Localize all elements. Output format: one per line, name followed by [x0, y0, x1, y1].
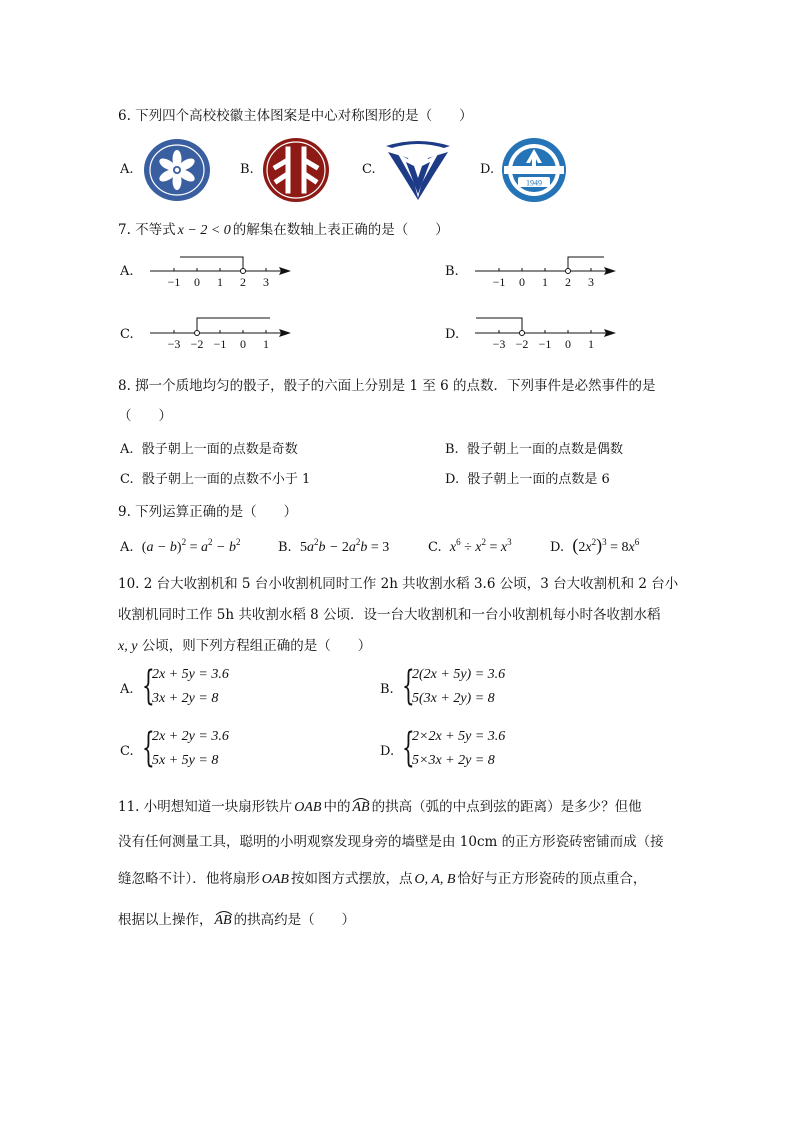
q11-line4: [118, 908, 355, 929]
q9-option-a-expr: $(a - b)^2 = a^2 - b^2$: [141, 537, 241, 555]
q8-option-d-text: 骰子朝上一面的点数是 6: [467, 472, 610, 487]
tick-label: 1: [217, 275, 223, 289]
tick-label: −1: [167, 275, 181, 289]
q11-line3-m2: O, A, B: [414, 872, 456, 887]
q8-stem-line2: （ ）: [118, 408, 172, 424]
q7-option-a-label: A.: [120, 264, 134, 279]
logo-b-icon: [262, 137, 330, 203]
tick-label: 0: [194, 275, 200, 289]
brace-icon: {: [402, 663, 415, 709]
q9-option-a-label: A.: [120, 540, 134, 555]
q7-numberline-b: [470, 252, 620, 292]
q10-option-a-eq2: 3x + 2y = 8: [152, 691, 219, 706]
logo-c-icon: [384, 138, 452, 202]
q9-option-c-expr: $x^6 \div x^2 = x^3$: [449, 537, 512, 555]
tick-label: 3: [588, 275, 594, 289]
arc-ab: [213, 913, 234, 928]
tick-label: 0: [565, 337, 571, 351]
tick-label: −2: [190, 337, 204, 351]
q11-line1-m1: OAB: [294, 800, 322, 815]
q11-line4-m: AB: [214, 913, 232, 928]
q11-line1-m2: AB: [352, 800, 370, 815]
q9-option-b: [278, 537, 389, 556]
logo-d-icon: [500, 137, 568, 203]
q6-stem: 6. 下列四个高校校徽主体图案是中心对称图形的是（ ）: [118, 108, 473, 124]
q11-line3-m1: OAB: [261, 872, 289, 887]
q9-option-b-expr: $5a^2b - 2a^2b = 3$: [299, 537, 390, 555]
q7-stem-math: x − 2 < 0: [177, 223, 231, 238]
q6-option-b-label: B.: [240, 162, 254, 177]
q6-option-c-label: C.: [362, 162, 376, 177]
q10-line3-text: 公顷，则下列方程组正确的是（ ）: [141, 638, 372, 654]
q10-option-d-label: D.: [380, 744, 395, 759]
q7-numberline-d: [470, 314, 620, 354]
q8-option-c-text: 骰子朝上一面的点数不小于 1: [141, 472, 311, 487]
brace-icon: {: [142, 663, 155, 709]
q7-numberline-a: [145, 252, 295, 292]
q10-line3: [118, 634, 371, 655]
arc-icon: [215, 910, 233, 916]
q6-option-d-label: D.: [480, 162, 495, 177]
tick-label: −3: [167, 337, 181, 351]
q10-option-a-label: A.: [120, 682, 134, 697]
tick-label: 1: [542, 275, 548, 289]
q11-line4-a: 根据以上操作，: [118, 912, 213, 928]
tick-label: −1: [538, 337, 552, 351]
tick-label: 2: [240, 275, 246, 289]
q8-option-d-label: D.: [445, 472, 460, 487]
q8-option-a-text: 骰子朝上一面的点数是奇数: [141, 442, 298, 457]
q10-option-b-eq1: 2(2x + 5y) = 3.6: [412, 667, 506, 682]
q11-line3-c: 恰好与正方形瓷砖的顶点重合，: [457, 871, 647, 887]
q10-option-c-eq2: 5x + 5y = 8: [152, 753, 219, 768]
q7-stem: [118, 218, 449, 239]
q9-option-c-label: C.: [428, 540, 442, 555]
q7-option-d-label: D.: [445, 327, 460, 342]
q7-option-b-label: B.: [445, 264, 459, 279]
q8-option-c-label: C.: [120, 472, 134, 487]
q11-line3: [118, 867, 646, 888]
q8-option-b: [445, 438, 623, 457]
q10-line1: 10. 2 台大收割机和 5 台小收割机同时工作 2h 共收割水稻 3.6 公顷，3 台大收割机和 2 台小: [118, 576, 679, 592]
q10-option-b-eq2: 5(3x + 2y) = 8: [412, 691, 495, 706]
q7-stem-suffix: 的解集在数轴上表正确的是（ ）: [232, 222, 449, 238]
logo-d-year: 1949: [526, 178, 542, 188]
q6-option-a-label: A.: [120, 162, 134, 177]
brace-icon: {: [142, 725, 155, 771]
q7-option-c-label: C.: [120, 327, 134, 342]
q11-line1-a: 11. 小明想知道一块扇形铁片: [118, 799, 293, 815]
q11-line2: 没有任何测量工具，聪明的小明观察发现身旁的墙壁是由 10cm 的正方形瓷砖密铺而成（接: [118, 834, 664, 850]
tick-label: 3: [263, 275, 269, 289]
q9-option-a: [120, 537, 240, 556]
q10-line2: 收割机同时工作 5h 共收割水稻 8 公顷．设一台大收割机和一台小收割机每小时各收割水稻: [118, 607, 661, 623]
q10-option-b-label: B.: [380, 682, 394, 697]
arc-icon: [352, 797, 370, 803]
tick-label: −1: [492, 275, 506, 289]
q8-stem-line1: 8. 掷一个质地均匀的骰子，骰子的六面上分别是 1 至 6 的点数．下列事件是必然事件的是: [118, 378, 656, 394]
arc-ab: [350, 800, 371, 815]
q10-option-d-eq2: 5×3x + 2y = 8: [412, 753, 495, 768]
q11-line4-b: 的拱高约是（ ）: [233, 912, 356, 928]
q8-option-b-label: B.: [445, 442, 459, 457]
tick-label: 2: [565, 275, 571, 289]
q10-option-c-label: C.: [120, 744, 134, 759]
tick-label: 0: [519, 275, 525, 289]
logo-a-icon: [143, 138, 211, 202]
tick-label: −2: [515, 337, 529, 351]
q8-option-a: [120, 438, 298, 457]
q11-line3-b: 按如图方式摆放，点: [290, 871, 413, 887]
q9-option-d-label: D.: [550, 540, 565, 555]
q10-option-a-eq1: 2x + 5y = 3.6: [152, 667, 229, 682]
tick-label: 0: [240, 337, 246, 351]
q11-line1-b: 中的: [323, 799, 351, 815]
q8-option-c: [120, 468, 310, 487]
tick-label: −3: [492, 337, 506, 351]
q8-option-d: [445, 468, 610, 487]
q9-option-c: [428, 537, 512, 556]
q7-numberline-c: [145, 314, 295, 354]
q9-option-b-label: B.: [278, 540, 292, 555]
brace-icon: {: [402, 725, 415, 771]
q11-line1-c: 的拱高（弧的中点到弦的距离）是多少？但他: [371, 799, 642, 815]
q11-line3-a: 缝忽略不计）．他将扇形: [118, 871, 260, 887]
tick-label: −1: [213, 337, 227, 351]
q7-stem-prefix: 7. 不等式: [118, 222, 176, 238]
q11-line1: [118, 795, 642, 816]
tick-label: 1: [588, 337, 594, 351]
q9-stem: 9. 下列运算正确的是（ ）: [118, 504, 298, 520]
tick-label: 1: [263, 337, 269, 351]
q8-option-b-text: 骰子朝上一面的点数是偶数: [466, 442, 623, 457]
q9-option-d-expr: $(2x^2)^3 = 8x^6$: [572, 535, 640, 555]
q10-option-d-eq1: 2×2x + 5y = 3.6: [412, 729, 506, 744]
q10-line3-math: x, y: [118, 639, 138, 654]
q8-option-a-label: A.: [120, 442, 134, 457]
q9-option-d: [550, 535, 639, 556]
q10-option-c-eq1: 2x + 2y = 3.6: [152, 729, 229, 744]
